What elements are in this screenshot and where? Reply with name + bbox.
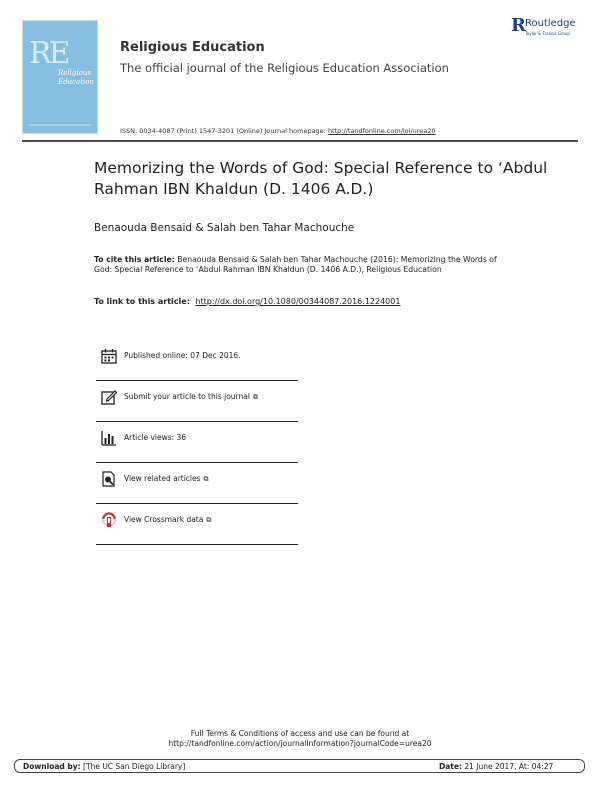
article-info-list bbox=[96, 344, 298, 549]
related-search-icon bbox=[101, 471, 117, 487]
related-articles-link[interactable]: View related articles ⧉ bbox=[124, 474, 209, 483]
terms-notice bbox=[0, 729, 600, 749]
header-divider bbox=[22, 140, 578, 142]
download-date: Date: 21 June 2017, At: 04:27 bbox=[439, 762, 554, 771]
publisher-tagline: Taylor & Francis Group bbox=[525, 31, 570, 36]
crossmark-icon bbox=[101, 512, 117, 528]
citation-label: To cite this article: bbox=[94, 255, 175, 264]
bar-chart-icon bbox=[101, 430, 117, 446]
cover-letters: RE bbox=[29, 36, 68, 71]
terms-link[interactable]: http://tandfonline.com/action/journalInformation?journalCode=urea20 bbox=[168, 739, 432, 748]
info-item-submit[interactable] bbox=[96, 385, 298, 422]
edit-icon bbox=[101, 389, 117, 405]
publisher-name: Routledge bbox=[525, 18, 576, 29]
published-date: Published online: 07 Dec 2016. bbox=[124, 351, 241, 360]
journal-cover-image bbox=[22, 20, 98, 134]
cover-decoration bbox=[29, 124, 91, 126]
doi-line bbox=[94, 297, 400, 306]
cover-title: Religious Education bbox=[58, 69, 94, 86]
routledge-r-logo-icon: R bbox=[511, 15, 526, 36]
citation-block bbox=[94, 255, 514, 275]
info-item-crossmark[interactable] bbox=[96, 508, 298, 545]
article-authors: Benaouda Bensaid & Salah ben Tahar Machouche bbox=[94, 222, 355, 234]
article-title: Memorizing the Words of God: Special Reference to ‘Abdul Rahman IBN Khaldun (D. 1406 A.D.) bbox=[94, 159, 548, 198]
issn-line: ISSN: 0034-4087 (Print) 1547-3201 (Online) Journal homepage: http://tandfonline.com/loi/urea20 bbox=[120, 127, 436, 135]
download-info-bar bbox=[14, 759, 585, 773]
downloaded-by: Download by: [The UC San Diego Library] bbox=[23, 762, 186, 771]
info-item-related[interactable] bbox=[96, 467, 298, 504]
citation-text: Benaouda Bensaid & Salah ben Tahar Machouche (2016): Memorizing the Words of God: Special Reference to ‘Abdul Rahman IBN Khaldun (D. 1406 A.D.), Religious Education bbox=[94, 255, 497, 274]
submit-article-link[interactable]: Submit your article to this journal ⧉ bbox=[124, 392, 258, 401]
journal-name: Religious Education bbox=[120, 40, 265, 55]
publisher-logo bbox=[511, 17, 591, 41]
info-item-views bbox=[96, 426, 298, 463]
crossmark-link[interactable]: View Crossmark data ⧉ bbox=[124, 515, 212, 524]
external-link-icon: ⧉ bbox=[203, 475, 209, 483]
journal-subtitle: The official journal of the Religious Education Association bbox=[120, 61, 449, 75]
external-link-icon: ⧉ bbox=[252, 393, 258, 401]
journal-homepage-link[interactable]: http://tandfonline.com/loi/urea20 bbox=[327, 127, 436, 135]
terms-text: Full Terms & Conditions of access and use can be found at bbox=[190, 729, 410, 738]
external-link-icon: ⧉ bbox=[206, 516, 212, 524]
calendar-icon bbox=[101, 348, 117, 364]
article-views: Article views: 36 bbox=[124, 433, 187, 442]
doi-link[interactable]: http://dx.doi.org/10.1080/00344087.2016.1224001 bbox=[195, 297, 401, 306]
doi-label: To link to this article: bbox=[94, 297, 190, 306]
info-item-published bbox=[96, 344, 298, 381]
